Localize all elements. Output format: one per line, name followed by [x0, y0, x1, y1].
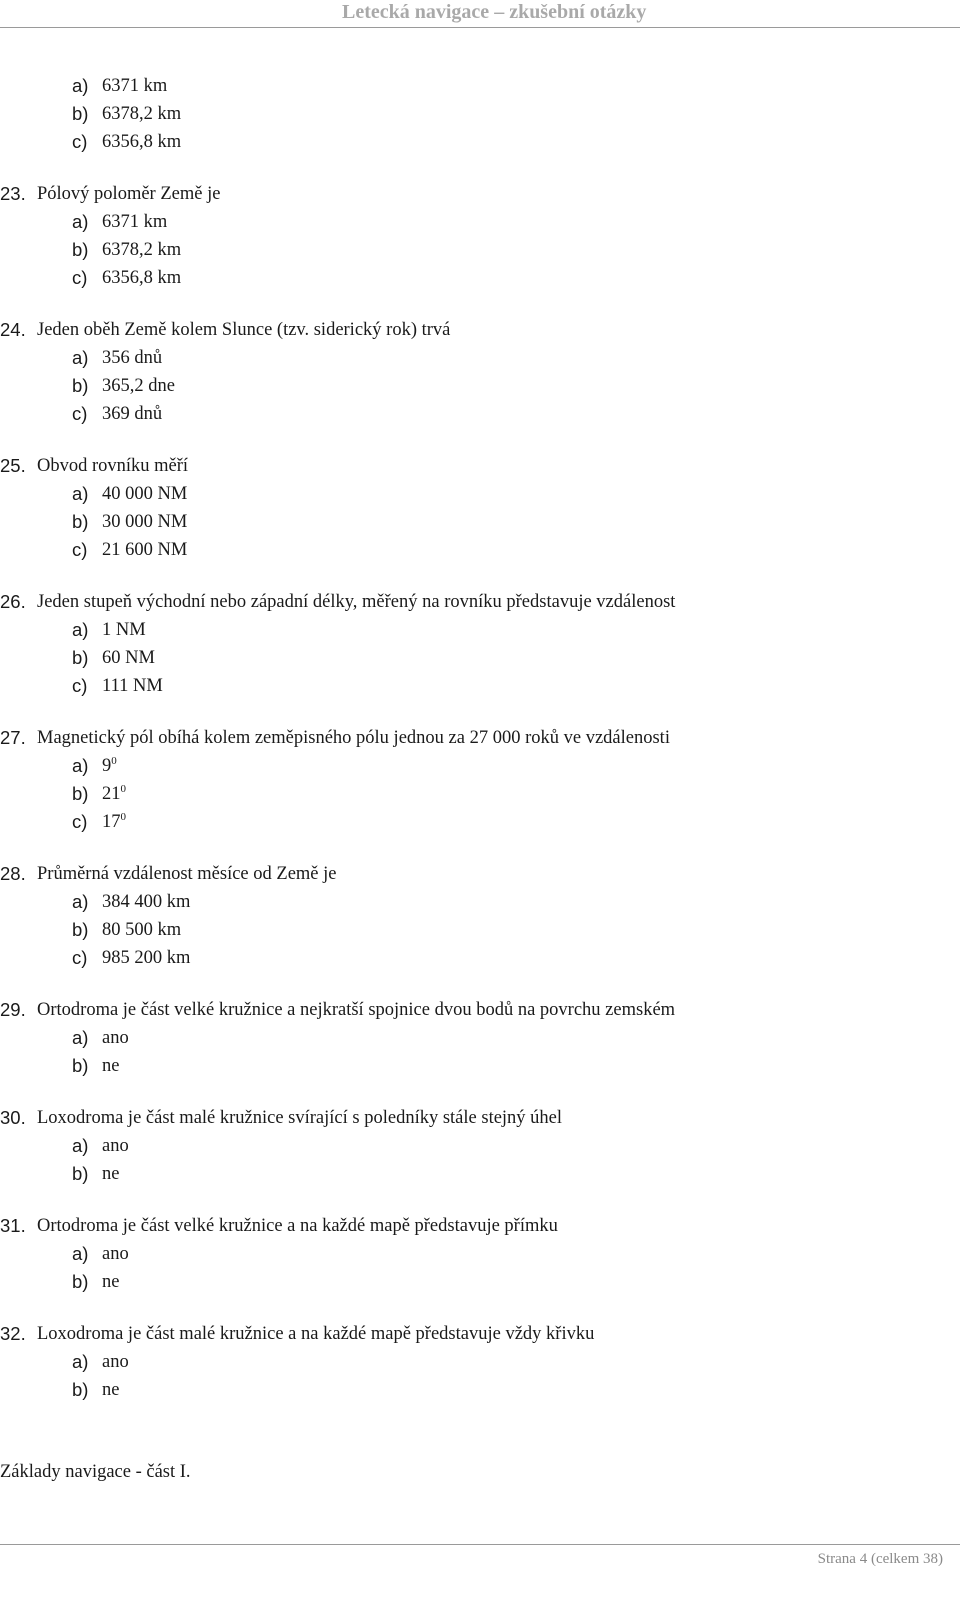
option-c — [0, 400, 960, 428]
option-text: ano — [102, 1352, 129, 1372]
option-a — [0, 888, 960, 916]
question-text — [0, 1320, 960, 1348]
option-letter: b) — [72, 919, 89, 940]
question-30 — [0, 1104, 960, 1188]
option-b — [0, 508, 960, 536]
section-title: Základy navigace - část I. — [0, 1462, 191, 1482]
option-text: 384 400 km — [102, 892, 191, 912]
option-text: 6356,8 km — [102, 268, 182, 288]
question-24 — [0, 316, 960, 428]
option-text: 40 000 NM — [102, 484, 188, 504]
option-text: 21 600 NM — [102, 540, 188, 560]
option-text: ne — [102, 1164, 120, 1184]
option-b — [0, 1160, 960, 1188]
option-letter: c) — [72, 267, 88, 288]
option-letter: b) — [72, 1379, 89, 1400]
option-a — [0, 752, 960, 780]
option-c — [0, 944, 960, 972]
option-text: ne — [102, 1272, 120, 1292]
question-stem: Loxodroma je část malé kružnice svírající s poledníky stále stejný úhel — [37, 1108, 563, 1128]
question-stem: Loxodroma je část malé kružnice a na každé mapě představuje vždy křivku — [37, 1324, 595, 1344]
option-b — [0, 1268, 960, 1296]
question-text — [0, 180, 960, 208]
option-text: ano — [102, 1136, 129, 1156]
question-32 — [0, 1320, 960, 1404]
option-a — [0, 208, 960, 236]
question-stem: Pólový poloměr Země je — [37, 184, 221, 204]
question-stem: Obvod rovníku měří — [37, 456, 189, 476]
question-number: 32. — [0, 1323, 26, 1344]
page-number: Strana 4 (celkem 38) — [817, 1551, 943, 1567]
option-letter: c) — [72, 811, 88, 832]
option-text: 365,2 dne — [102, 376, 175, 396]
question-stem: Jeden oběh Země kolem Slunce (tzv. siderický rok) trvá — [37, 320, 451, 340]
option-letter: a) — [72, 483, 89, 504]
option-letter: c) — [72, 675, 88, 696]
question-text — [0, 996, 960, 1024]
option-a — [0, 616, 960, 644]
option-letter: a) — [72, 211, 89, 232]
option-text: ano — [102, 1244, 129, 1264]
question-28 — [0, 860, 960, 972]
question-text — [0, 860, 960, 888]
option-letter: a) — [72, 891, 89, 912]
option-text: 985 200 km — [102, 948, 191, 968]
question-list — [0, 72, 960, 1404]
option-b — [0, 1376, 960, 1404]
question-26 — [0, 588, 960, 700]
option-letter: b) — [72, 511, 89, 532]
option-text: 1 NM — [102, 620, 146, 640]
question-number: 29. — [0, 999, 26, 1020]
option-text: 6371 km — [102, 212, 168, 232]
option-letter: a) — [72, 75, 89, 96]
question-31 — [0, 1212, 960, 1296]
footer-divider — [0, 1544, 960, 1545]
option-text: ne — [102, 1380, 120, 1400]
question-text — [0, 588, 960, 616]
option-b — [0, 916, 960, 944]
option-letter: a) — [72, 619, 89, 640]
leading-options — [0, 72, 960, 156]
option-a — [0, 72, 960, 100]
question-stem: Magnetický pól obíhá kolem zeměpisného pólu jednou za 27 000 roků ve vzdálenosti — [37, 728, 670, 748]
question-27 — [0, 724, 960, 836]
option-letter: b) — [72, 783, 89, 804]
question-number: 24. — [0, 319, 26, 340]
question-number: 25. — [0, 455, 26, 476]
question-number: 31. — [0, 1215, 26, 1236]
option-text: ano — [102, 1028, 129, 1048]
option-letter: b) — [72, 1163, 89, 1184]
option-c — [0, 672, 960, 700]
question-text — [0, 1212, 960, 1240]
option-c — [0, 264, 960, 292]
question-text — [0, 724, 960, 752]
header-title: Letecká navigace – zkušební otázky — [342, 1, 647, 23]
question-stem: Průměrná vzdálenost měsíce od Země je — [37, 864, 337, 884]
question-stem: Jeden stupeň východní nebo západní délky, měřený na rovníku představuje vzdálenost — [37, 592, 676, 612]
option-c — [0, 536, 960, 564]
question-text — [0, 452, 960, 480]
option-b — [0, 1052, 960, 1080]
option-letter: b) — [72, 375, 89, 396]
option-letter: c) — [72, 131, 88, 152]
option-b — [0, 372, 960, 400]
option-letter: a) — [72, 347, 89, 368]
question-stem: Ortodroma je část velké kružnice a na každé mapě představuje přímku — [37, 1216, 558, 1236]
option-text: 21 — [102, 784, 121, 804]
option-a — [0, 1348, 960, 1376]
option-a — [0, 1240, 960, 1268]
option-text: 356 dnů — [102, 348, 163, 368]
option-text: 6371 km — [102, 76, 168, 96]
option-letter: b) — [72, 103, 89, 124]
page-header — [0, 0, 960, 34]
option-text: 60 NM — [102, 648, 155, 668]
question-number: 30. — [0, 1107, 26, 1128]
header-divider — [0, 27, 960, 28]
question-23 — [0, 180, 960, 292]
option-letter: c) — [72, 403, 88, 424]
question-29 — [0, 996, 960, 1080]
option-c — [0, 128, 960, 156]
question-number: 23. — [0, 183, 26, 204]
option-a — [0, 480, 960, 508]
question-text — [0, 316, 960, 344]
question-25 — [0, 452, 960, 564]
question-stem: Ortodroma je část velké kružnice a nejkratší spojnice dvou bodů na povrchu zemském — [37, 1000, 676, 1020]
option-letter: c) — [72, 539, 88, 560]
option-a — [0, 344, 960, 372]
option-text: 369 dnů — [102, 404, 163, 424]
option-b — [0, 780, 960, 808]
option-b — [0, 236, 960, 264]
option-letter: a) — [72, 755, 89, 776]
question-number: 26. — [0, 591, 26, 612]
option-letter: c) — [72, 947, 88, 968]
option-text: 30 000 NM — [102, 512, 188, 532]
option-text: 111 NM — [102, 676, 163, 696]
option-letter: a) — [72, 1135, 89, 1156]
option-text: 6378,2 km — [102, 104, 182, 124]
option-letter: a) — [72, 1027, 89, 1048]
option-text: 6356,8 km — [102, 132, 182, 152]
degree-superscript: 0 — [120, 811, 126, 823]
option-b — [0, 100, 960, 128]
option-a — [0, 1024, 960, 1052]
option-a — [0, 1132, 960, 1160]
option-c — [0, 808, 960, 836]
option-letter: b) — [72, 1055, 89, 1076]
option-text: 80 500 km — [102, 920, 182, 940]
option-text: 17 — [102, 812, 121, 832]
option-letter: a) — [72, 1351, 89, 1372]
option-b — [0, 644, 960, 672]
question-text — [0, 1104, 960, 1132]
degree-superscript: 0 — [120, 783, 126, 795]
option-letter: b) — [72, 1271, 89, 1292]
option-letter: b) — [72, 647, 89, 668]
option-text: 9 — [102, 756, 112, 776]
degree-superscript: 0 — [111, 755, 117, 767]
question-number: 27. — [0, 727, 26, 748]
question-number: 28. — [0, 863, 26, 884]
option-letter: b) — [72, 239, 89, 260]
option-text: ne — [102, 1056, 120, 1076]
option-text: 6378,2 km — [102, 240, 182, 260]
option-letter: a) — [72, 1243, 89, 1264]
